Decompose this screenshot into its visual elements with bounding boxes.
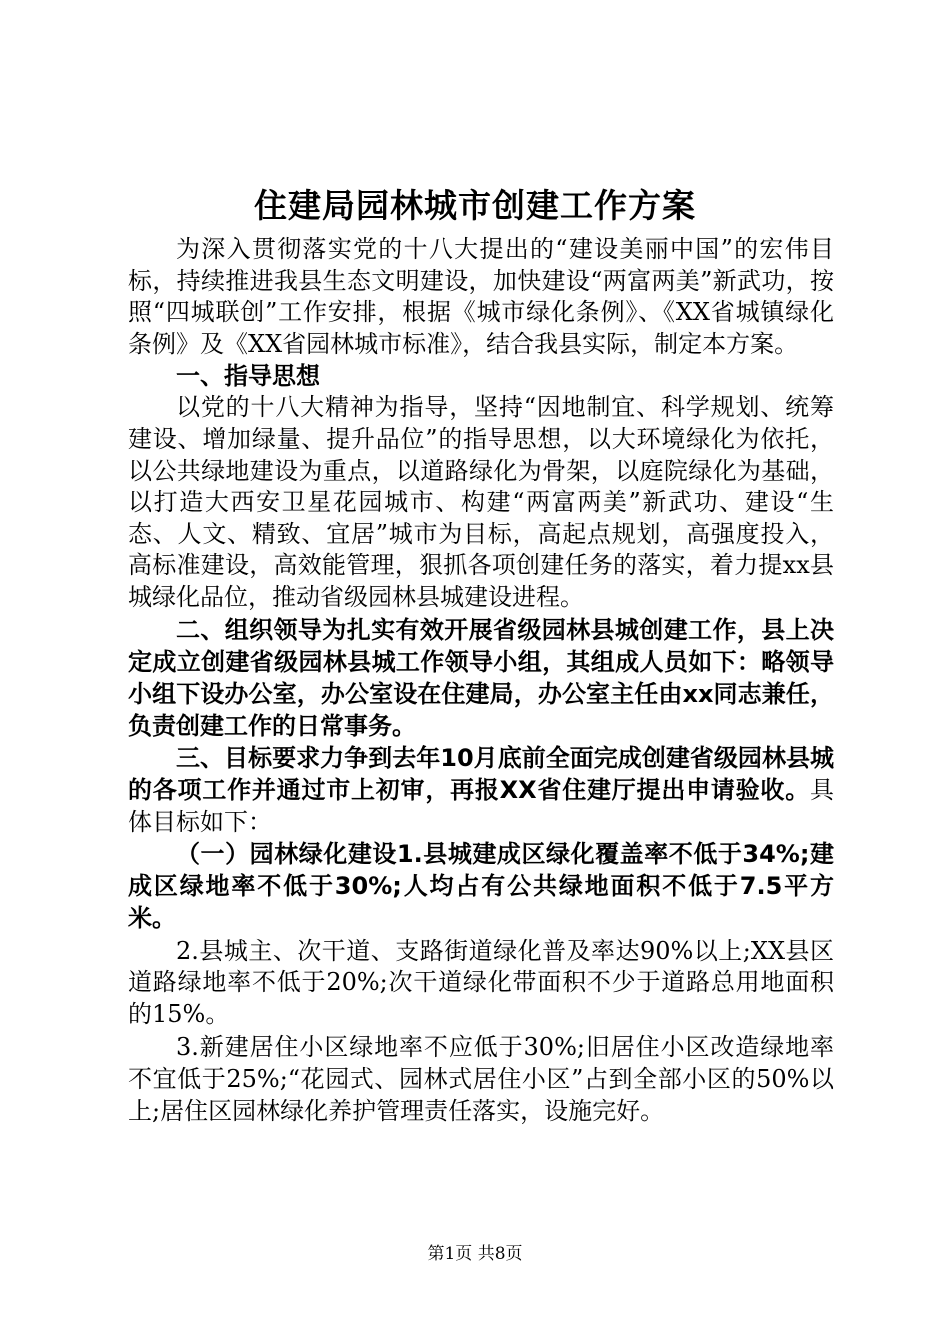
- section1-heading: 一、指导思想: [176, 362, 320, 391]
- section2-text: 二、组织领导为扎实有效开展省级园林县城创建工作，县上决定成立创建省级园林县城工作领导小组，其组成人员如下：略领导小组下设办公室，办公室设在住建局，办公室主任由xx同志兼任，负责创建工作的日常事务。: [128, 615, 834, 740]
- item1-text: （一）园林绿化建设1.县城建成区绿化覆盖率不低于34%;建成区绿地率不低于30%;人均占有公共绿地面积不低于7.5平方米。: [128, 839, 834, 932]
- item2-paragraph: 2.县城主、次干道、支路街道绿化普及率达90%以上;XX县区道路绿地率不低于20%;次干道绿化带面积不少于道路总用地面积的15%。: [128, 936, 834, 1028]
- item3-paragraph: 3.新建居住小区绿地率不应低于30%;旧居住小区改造绿地率不宜低于25%;“花园式、园林式居住小区”占到全部小区的50%以上;居住区园林绿化养护管理责任落实，设施完好。: [128, 1033, 834, 1125]
- intro-paragraph: 为深入贯彻落实党的十八大提出的“建设美丽中国”的宏伟目标，持续推进我县生态文明建设，加快建设“两富两美”新武功，按照“四城联创”工作安排，根据《城市绿化条例》、《XX省城镇绿化条例》及《XX省园林城市标准》，结合我县实际，制定本方案。: [128, 235, 834, 358]
- item1-paragraph: [128, 838, 834, 934]
- section3-paragraph: [128, 742, 834, 838]
- section3-normal-text: 具体目标如下：: [128, 775, 834, 836]
- section2-paragraph: [128, 614, 834, 742]
- section1-paragraph: 以党的十八大精神为指导，坚持“因地制宜、科学规划、统筹建设、增加绿量、提升品位”的指导思想，以大环境绿化为依托，以公共绿地建设为重点，以道路绿化为骨架，以庭院绿化为基础，以打造大西安卫星花园城市、构建“两富两美”新武功、建设“生态、人文、精致、宜居”城市为目标，高起点规划，高强度投入，高标准建设，高效能管理，狠抓各项创建任务的落实，着力提xx县城绿化品位，推动省级园林县城建设进程。: [128, 393, 834, 611]
- document-body: [128, 234, 834, 1127]
- section3-bold-text: 三、目标要求力争到去年10月底前全面完成创建省级园林县城的各项工作并通过市上初审，再报XX省住建厅提出申请验收。: [128, 743, 834, 804]
- page-footer: 第1页 共8页: [427, 1244, 523, 1264]
- document-title: 住建局园林城市创建工作方案: [254, 186, 696, 225]
